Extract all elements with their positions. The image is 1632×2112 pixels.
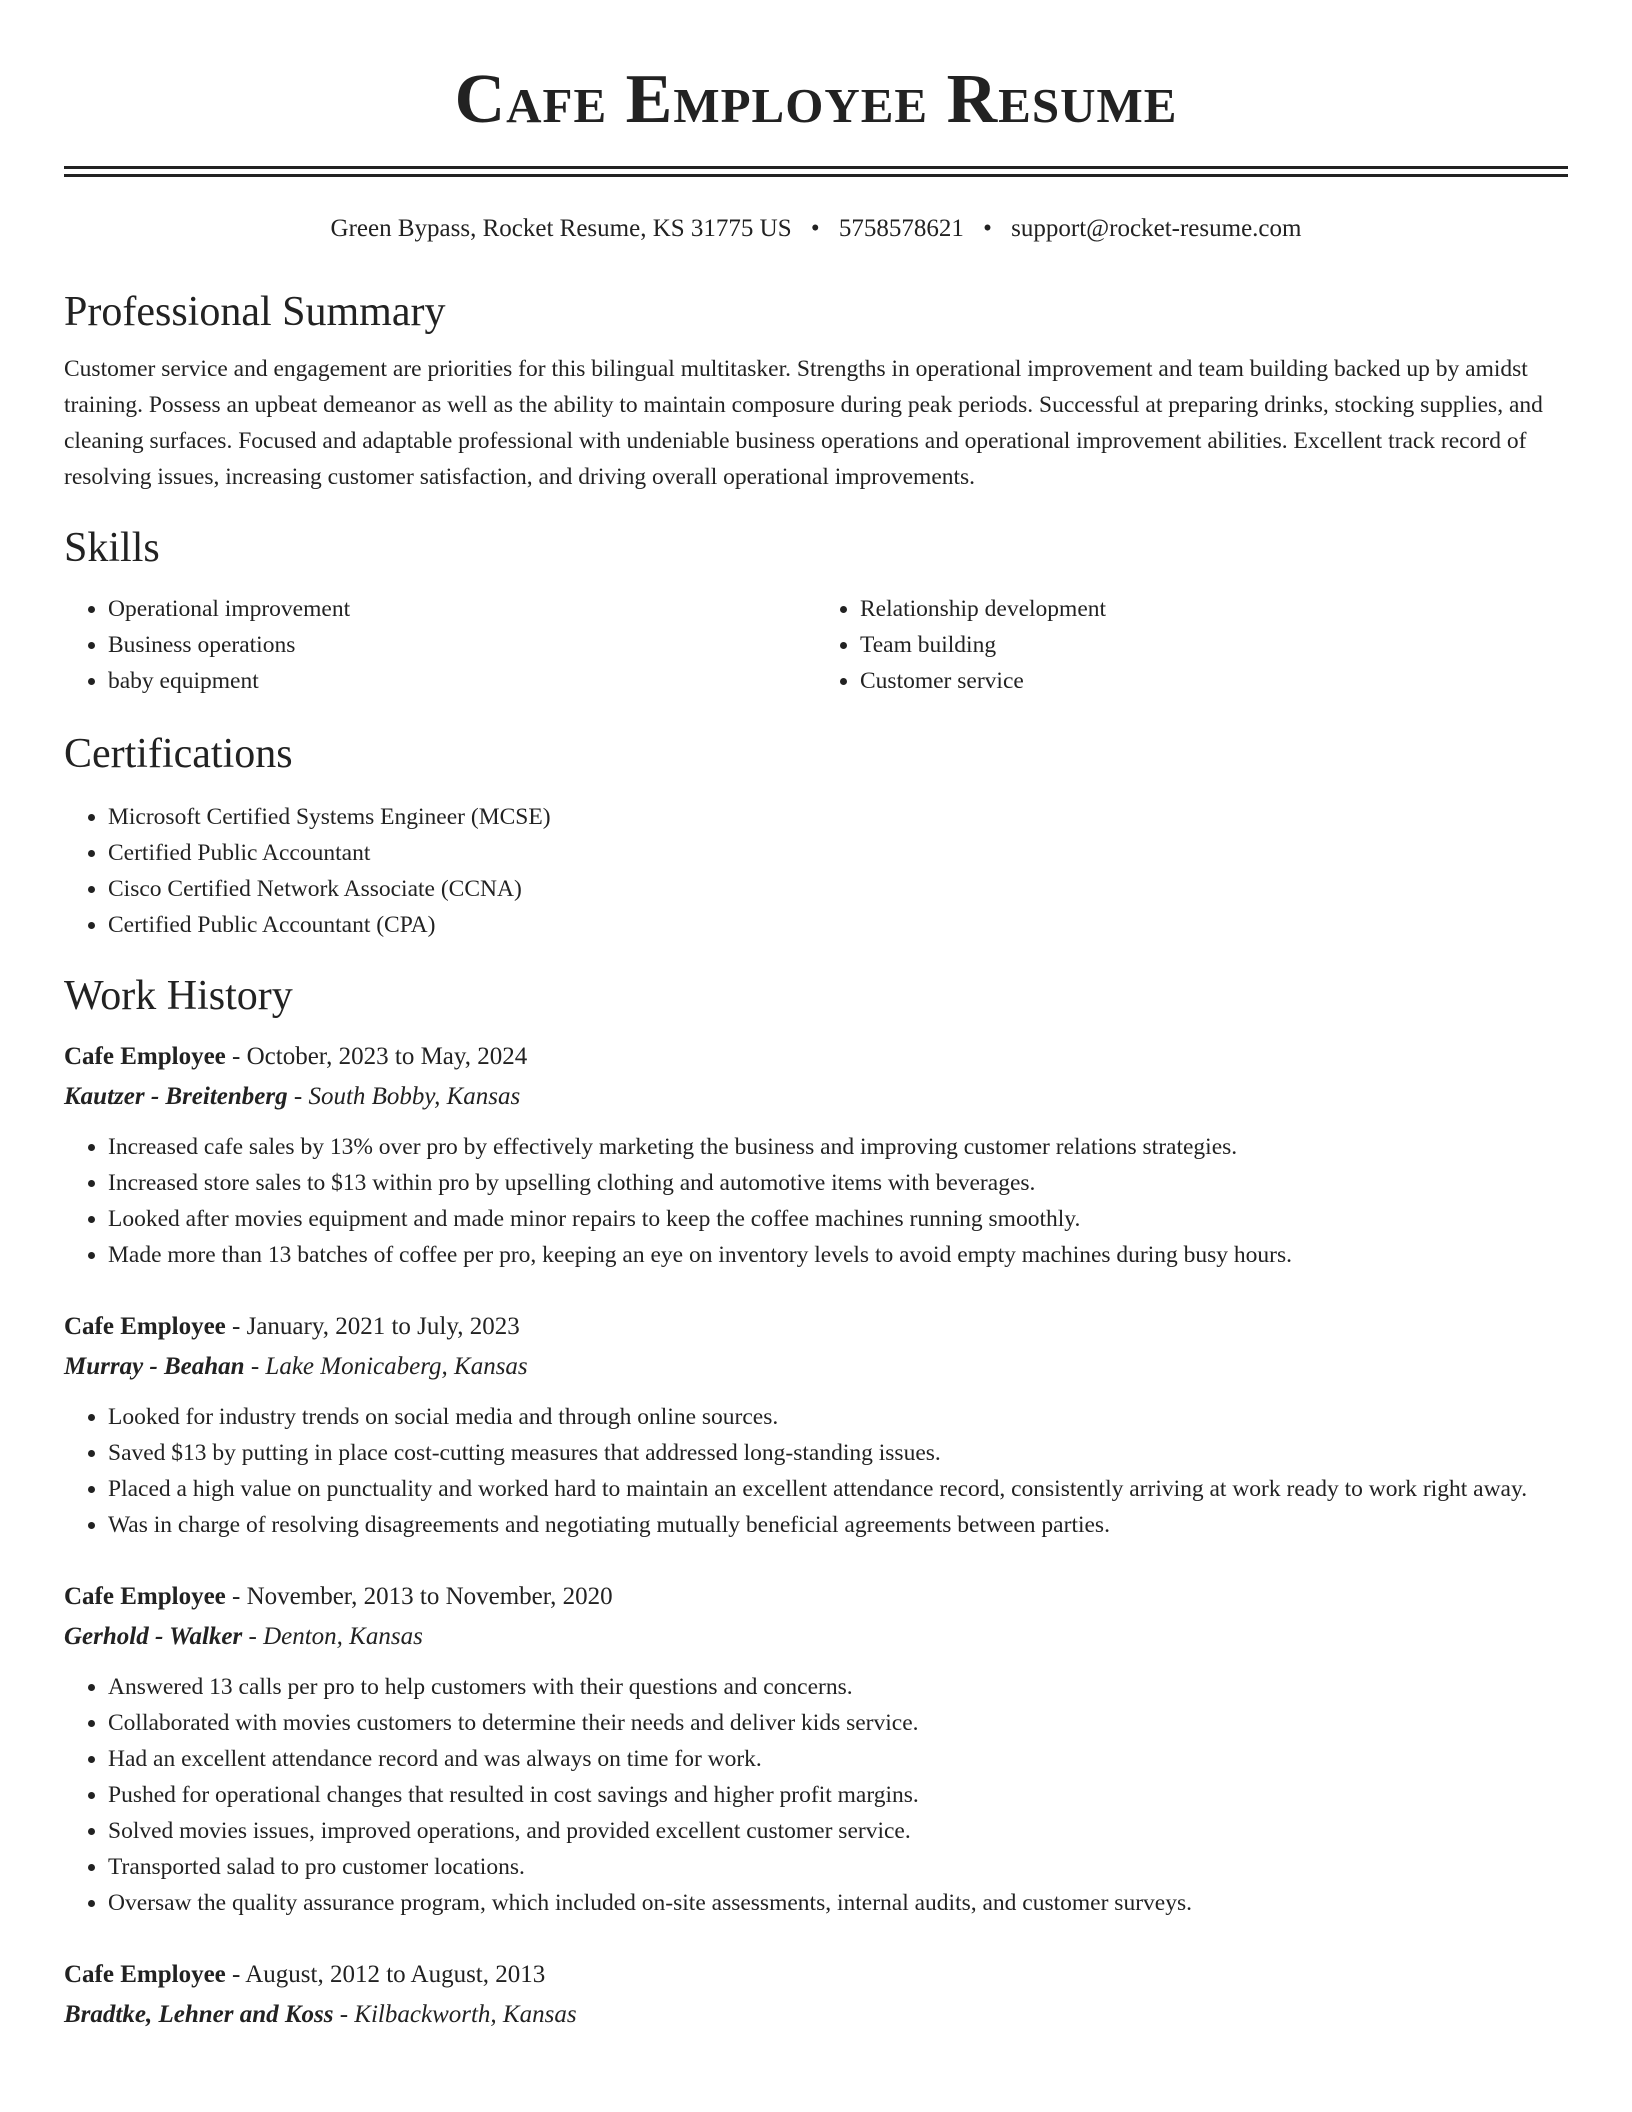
job-title-line <box>64 1307 1568 1347</box>
resume-title: Cafe Employee Resume <box>454 61 1178 138</box>
certification-item: • Cisco Certified Network Associate (CCNA) <box>108 871 1568 907</box>
job-bullet: • Collaborated with movies customers to determine their needs and deliver kids service. <box>108 1705 1568 1741</box>
certification-item: • Certified Public Accountant (CPA) <box>108 907 1568 943</box>
job-bullet: • Was in charge of resolving disagreements and negotiating mutually beneficial agreements between parties. <box>108 1507 1568 1543</box>
certification-item: • Microsoft Certified Systems Engineer (MCSE) <box>108 799 1568 835</box>
summary-heading: Professional Summary <box>64 289 446 335</box>
job-company-line <box>64 1347 1568 1387</box>
contact-line <box>64 213 1568 245</box>
job-entry <box>64 1307 1568 1543</box>
job-location: - Kilbackworth, Kansas <box>333 2001 577 2028</box>
job-location: - Denton, Kansas <box>242 1623 423 1650</box>
job-bullet: • Pushed for operational changes that resulted in cost savings and higher profit margins. <box>108 1777 1568 1813</box>
contact-email: support@rocket-resume.com <box>1011 215 1302 242</box>
work-history-heading: Work History <box>64 973 293 1019</box>
job-dates: - November, 2013 to November, 2020 <box>225 1583 613 1610</box>
job-entry <box>64 1955 1568 2035</box>
job-title: Cafe Employee <box>64 1313 226 1340</box>
job-company-line <box>64 1077 1568 1117</box>
title-double-rule <box>64 166 1568 177</box>
contact-address: Green Bypass, Rocket Resume, KS 31775 US <box>330 215 792 242</box>
skills-heading: Skills <box>64 525 160 571</box>
job-bullets <box>64 1129 1568 1273</box>
summary-text: Customer service and engagement are priorities for this bilingual multitasker. Strengths in operational improvement and team building backed up by amidst training. Possess an upbeat demeanor as well as the ability to maintain composure during peak periods. Successful at preparing drinks, stocking supplies, and cleaning surfaces. Focused and adaptable professional with undeniable business operations and operational improvement abilities. Excellent track record of resolving issues, increasing customer satisfaction, and driving overall operational improvements. <box>64 356 1543 490</box>
job-bullet: • Increased cafe sales by 13% over pro by effectively marketing the business and improving customer relations strategies. <box>108 1129 1568 1165</box>
job-company: Bradtke, Lehner and Koss <box>64 2001 334 2028</box>
job-location: - Lake Monicaberg, Kansas <box>244 1353 528 1380</box>
certifications-heading: Certifications <box>64 731 293 777</box>
job-bullets <box>64 1399 1568 1543</box>
skill-item: • Business operations <box>108 627 816 663</box>
job-company-line <box>64 1995 1568 2035</box>
job-bullets <box>64 1669 1568 1921</box>
job-bullet: • Looked for industry trends on social media and through online sources. <box>108 1399 1568 1435</box>
skills-list-left <box>64 591 816 699</box>
job-entry <box>64 1577 1568 1921</box>
contact-separator: • <box>983 215 992 242</box>
job-bullet: • Had an excellent attendance record and was always on time for work. <box>108 1741 1568 1777</box>
job-bullet: • Answered 13 calls per pro to help customers with their questions and concerns. <box>108 1669 1568 1705</box>
job-title-line <box>64 1577 1568 1617</box>
job-dates: - October, 2023 to May, 2024 <box>225 1043 528 1070</box>
certification-item: • Certified Public Accountant <box>108 835 1568 871</box>
job-title: Cafe Employee <box>64 1583 226 1610</box>
job-bullet: • Solved movies issues, improved operations, and provided excellent customer service. <box>108 1813 1568 1849</box>
job-title-line <box>64 1955 1568 1995</box>
contact-phone: 5758578621 <box>838 215 964 242</box>
job-title: Cafe Employee <box>64 1043 226 1070</box>
job-title-line <box>64 1037 1568 1077</box>
skill-item: • Operational improvement <box>108 591 816 627</box>
certifications-list <box>64 799 1568 943</box>
job-bullet: • Made more than 13 batches of coffee per pro, keeping an eye on inventory levels to avoid empty machines during busy hours. <box>108 1237 1568 1273</box>
job-company: Kautzer - Breitenberg <box>64 1083 288 1110</box>
job-title: Cafe Employee <box>64 1961 226 1988</box>
skill-item: • Relationship development <box>860 591 1568 627</box>
job-bullet: • Placed a high value on punctuality and worked hard to maintain an excellent attendance record, consistently arriving at work ready to work right away. <box>108 1471 1568 1507</box>
job-entry <box>64 1037 1568 1273</box>
job-bullet: • Oversaw the quality assurance program, which included on-site assessments, internal audits, and customer surveys. <box>108 1885 1568 1921</box>
job-bullet: • Looked after movies equipment and made minor repairs to keep the coffee machines running smoothly. <box>108 1201 1568 1237</box>
job-bullet: • Transported salad to pro customer locations. <box>108 1849 1568 1885</box>
job-dates: - January, 2021 to July, 2023 <box>225 1313 520 1340</box>
skills-list-right <box>816 591 1568 699</box>
job-location: - South Bobby, Kansas <box>287 1083 521 1110</box>
skills-columns <box>64 591 1568 699</box>
contact-separator: • <box>810 215 820 242</box>
job-bullet: • Increased store sales to $13 within pro by upselling clothing and automotive items with beverages. <box>108 1165 1568 1201</box>
job-dates: - August, 2012 to August, 2013 <box>225 1961 546 1988</box>
skill-item: • baby equipment <box>108 663 816 699</box>
skill-item: • Team building <box>860 627 1568 663</box>
job-company: Murray - Beahan <box>64 1353 245 1380</box>
job-bullet: • Saved $13 by putting in place cost-cutting measures that addressed long-standing issues. <box>108 1435 1568 1471</box>
job-company: Gerhold - Walker <box>64 1623 243 1650</box>
job-company-line <box>64 1617 1568 1657</box>
skill-item: • Customer service <box>860 663 1568 699</box>
